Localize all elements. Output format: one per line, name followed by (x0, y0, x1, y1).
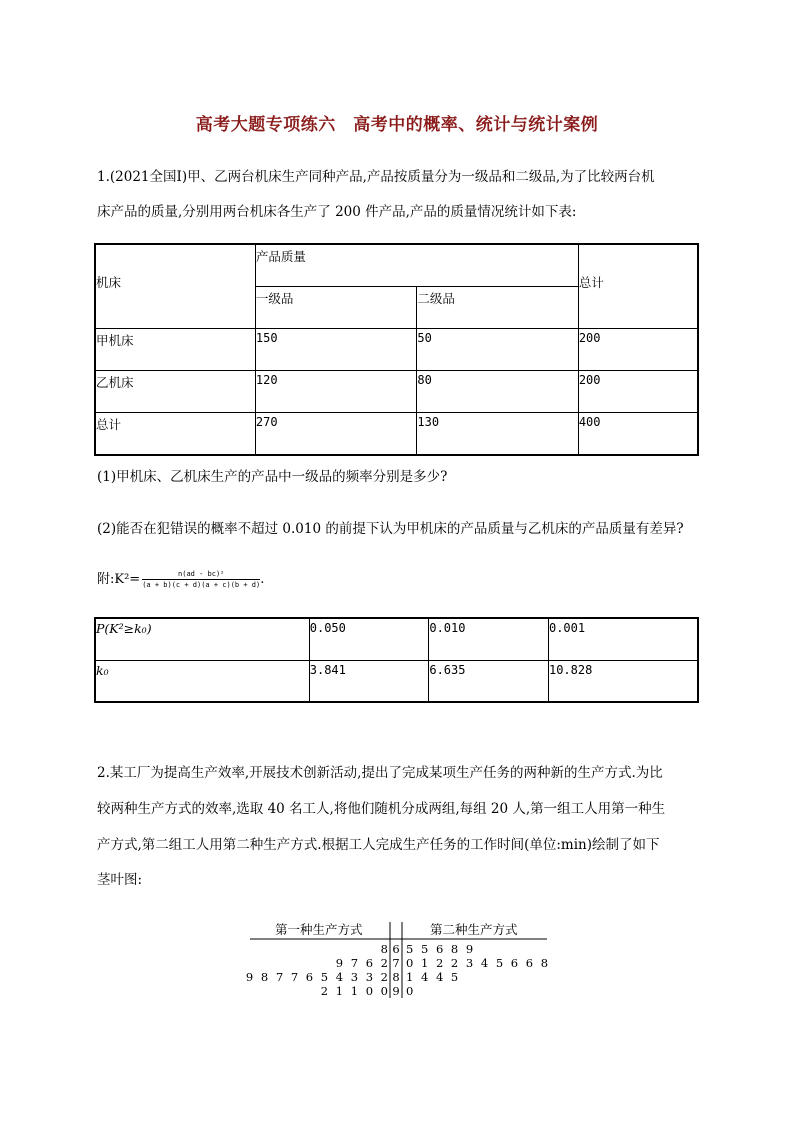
table-row (95, 660, 698, 702)
cell-first: 120 (255, 370, 416, 412)
stem: 6 (392, 942, 400, 956)
row-label: 乙机床 (95, 370, 255, 412)
k0-value: 10.828 (548, 660, 698, 702)
formula (97, 568, 264, 589)
k0-value: 3.841 (309, 660, 429, 702)
formula-denominator: (a + b)(c + d)(a + c)(b + d) (142, 581, 261, 589)
q1-line-1: 1.(2021全国Ⅰ)甲、乙两台机床生产同种产品,产品按质量分为一级品和二级品,为了比较两台机 (97, 169, 655, 185)
formula-prefix: 附:K²= (97, 572, 141, 587)
q1-line-2: 床产品的质量,分别用两台机床各生产了 200 件产品,产品的质量情况统计如下表: (97, 204, 577, 220)
q1-sub-1: (1)甲机床、乙机床生产的产品中一级品的频率分别是多少? (97, 469, 448, 485)
right-leaves: 0 (406, 984, 414, 998)
left-header: 第一种生产方式 (275, 922, 363, 937)
header-quality: 产品质量 (255, 244, 578, 286)
formula-end: . (260, 572, 265, 587)
right-leaves: 0 1 2 2 3 4 5 6 6 8 (406, 956, 549, 970)
prob-value: 0.050 (309, 618, 429, 660)
critical-value-table (94, 617, 699, 703)
q2-line-2: 较两种生产方式的效率,选取 40 名工人,将他们随机分成两组,每组 20 人,第一组工人用第一种生 (97, 801, 666, 817)
stem-row (250, 942, 550, 956)
stem: 7 (392, 956, 400, 970)
left-leaves: 2 1 1 0 0 (320, 984, 388, 998)
cell-second: 80 (417, 370, 578, 412)
cell-total: 200 (578, 370, 698, 412)
header-first-grade: 一级品 (255, 286, 416, 328)
prob-label: P(K²≥k₀) (95, 618, 309, 660)
left-leaves: 8 (380, 942, 388, 956)
stem: 8 (392, 970, 400, 984)
row-label: 总计 (95, 412, 255, 455)
table-row (95, 412, 698, 455)
header-second-grade: 二级品 (417, 286, 578, 328)
left-leaves: 9 7 6 2 (335, 956, 388, 970)
cell-first: 150 (255, 328, 416, 370)
header-machine: 机床 (95, 244, 255, 328)
left-leaves: 9 8 7 7 6 5 4 3 3 2 (245, 970, 388, 984)
cell-first: 270 (255, 412, 416, 455)
prob-value: 0.010 (429, 618, 549, 660)
right-header: 第二种生产方式 (430, 922, 518, 937)
quality-table (94, 243, 699, 456)
row-label: 甲机床 (95, 328, 255, 370)
stem: 9 (392, 984, 400, 998)
formula-numerator: n(ad - bc)² (142, 570, 260, 580)
cell-total: 200 (578, 328, 698, 370)
table-row (95, 618, 698, 660)
k0-value: 6.635 (429, 660, 549, 702)
header-total: 总计 (578, 244, 698, 328)
q2-line-3: 产方式,第二组工人用第二种生产方式.根据工人完成生产任务的工作时间(单位:min)绘制了如下 (97, 837, 660, 853)
right-leaves: 1 4 4 5 (406, 970, 459, 984)
page-title: 高考大题专项练六 高考中的概率、统计与统计案例 (195, 115, 599, 135)
cell-second: 130 (417, 412, 578, 455)
right-leaves: 5 5 6 8 9 (406, 942, 474, 956)
q2-line-1: 2.某工厂为提高生产效率,开展技术创新活动,提出了完成某项生产任务的两种新的生产方式.为比 (97, 765, 663, 781)
stem-row (250, 956, 550, 970)
cell-second: 50 (417, 328, 578, 370)
prob-value: 0.001 (548, 618, 698, 660)
stem-row (245, 970, 550, 984)
formula-fraction (142, 570, 260, 589)
q2-line-4: 茎叶图: (97, 872, 143, 888)
table-row (95, 328, 698, 370)
cell-total: 400 (578, 412, 698, 455)
table-row (95, 370, 698, 412)
k0-label: k₀ (95, 660, 309, 702)
stem-row (250, 984, 550, 998)
q1-sub-2: (2)能否在犯错误的概率不超过 0.010 的前提下认为甲机床的产品质量与乙机床的产品质量有差异? (97, 521, 684, 537)
